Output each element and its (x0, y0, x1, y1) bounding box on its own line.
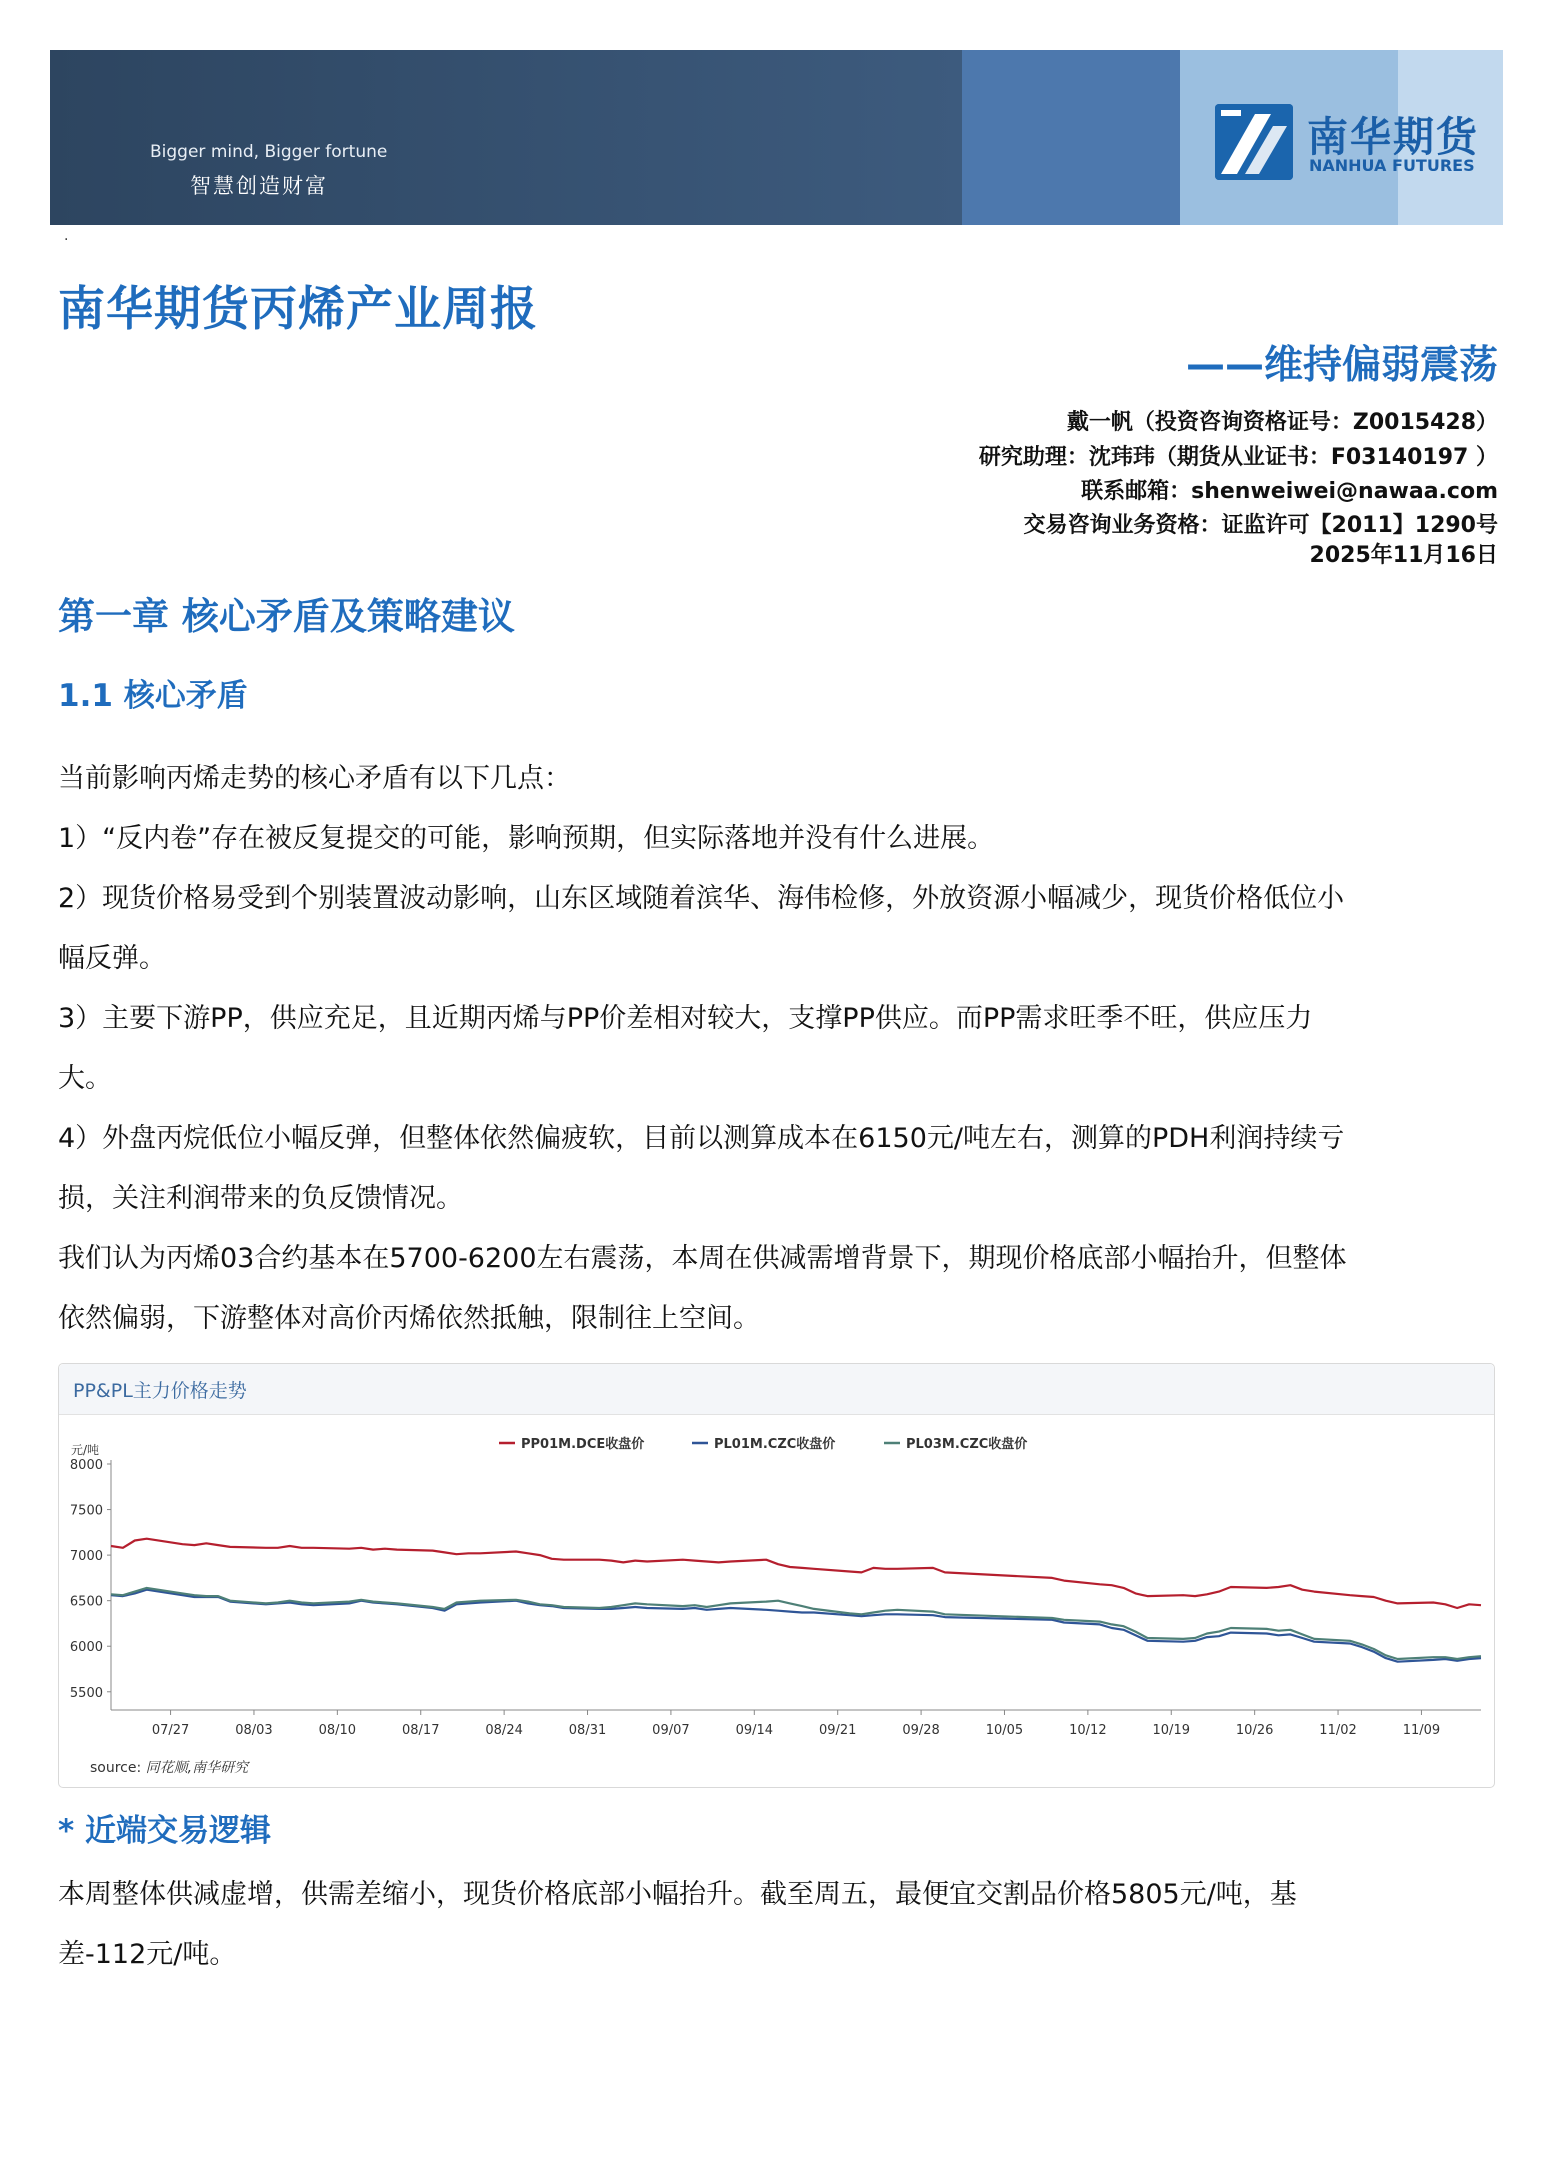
paragraph-line: 依然偏弱，下游整体对高价丙烯依然抵触，限制往上空间。 (58, 1303, 760, 1334)
logo-text-chinese: 南华期货 (1307, 113, 1479, 161)
chart-panel-title: PP&PL主力价格走势 (73, 1380, 247, 1402)
x-tick-label: 09/14 (735, 1723, 774, 1738)
banner-mid-block (962, 50, 1180, 225)
paragraph-line: 大。 (58, 1063, 112, 1094)
x-tick-label: 08/03 (235, 1723, 273, 1738)
y-axis-label: 元/吨 (71, 1443, 100, 1457)
paragraph-line: 幅反弹。 (58, 943, 166, 974)
company-logo (1215, 100, 1485, 190)
x-tick-label: 11/02 (1319, 1723, 1357, 1738)
x-tick-label: 09/07 (652, 1723, 690, 1738)
report-date: 2025年11月16日 (1309, 543, 1498, 568)
chart-panel (58, 1363, 1495, 1788)
price-chart (59, 1364, 1494, 1787)
x-tick-label: 11/09 (1402, 1723, 1441, 1738)
slogan-english: Bigger mind, Bigger fortune (150, 142, 388, 162)
paragraph-line: 我们认为丙烯03合约基本在5700-6200左右震荡，本周在供减需增背景下，期现价格底部小幅抬升，但整体 (58, 1243, 1347, 1274)
y-tick-label: 8000 (69, 1458, 103, 1473)
x-tick-label: 10/05 (985, 1723, 1024, 1738)
y-tick-label: 6500 (69, 1594, 103, 1610)
slogan-chinese: 智慧创造财富 (190, 174, 328, 198)
logo-mark-icon (1215, 104, 1293, 180)
report-title: 南华期货丙烯产业周报 (58, 282, 538, 337)
y-tick-label: 7000 (69, 1549, 103, 1565)
legend-label: PL01M.CZC收盘价 (714, 1437, 836, 1452)
y-tick-label: 6000 (69, 1640, 103, 1656)
subsection-heading: * 近端交易逻辑 (58, 1813, 272, 1849)
chapter-heading: 第一章 核心矛盾及策略建议 (58, 595, 515, 638)
x-tick-label: 08/10 (318, 1723, 357, 1738)
paragraph-line: 损，关注利润带来的负反馈情况。 (58, 1183, 463, 1214)
paragraph-line: 2）现货价格易受到个别装置波动影响，山东区域随着滨华、海伟检修，外放资源小幅减少，现货价格低位小 (58, 883, 1345, 914)
legend-label: PP01M.DCE收盘价 (521, 1437, 645, 1452)
series-line-3 (111, 1588, 1481, 1659)
report-subtitle: ——维持偏弱震荡 (1185, 343, 1498, 388)
paragraph-line: 当前影响丙烯走势的核心矛盾有以下几点： (58, 763, 571, 794)
series-line-1 (111, 1539, 1481, 1608)
license-line: 交易咨询业务资格：证监许可【2011】1290号 (1023, 513, 1498, 538)
paragraph-line: 本周整体供减虚增，供需差缩小，现货价格底部小幅抬升。截至周五，最便宜交割品价格5805元/吨，基 (58, 1879, 1297, 1910)
x-tick-label: 08/31 (568, 1723, 607, 1738)
paragraph-line: 4）外盘丙烷低位小幅反弹，但整体依然偏疲软，目前以测算成本在6150元/吨左右，测算的PDH利润持续亏 (58, 1123, 1345, 1154)
x-tick-label: 10/26 (1235, 1723, 1274, 1738)
chart-source (90, 1757, 248, 1777)
dot-mark: . (64, 228, 69, 244)
email-line: 联系邮箱：shenweiwei@nawaa.com (1081, 479, 1498, 504)
paragraph-line: 差-112元/吨。 (58, 1939, 237, 1970)
x-tick-label: 08/17 (402, 1723, 440, 1738)
x-tick-label: 09/21 (818, 1723, 857, 1738)
banner-dark-block (50, 50, 962, 225)
x-tick-label: 08/24 (485, 1723, 523, 1738)
paragraph-line: 3）主要下游PP，供应充足，且近期丙烯与PP价差相对较大，支撑PP供应。而PP需求旺季不旺，供应压力 (58, 1003, 1313, 1034)
y-tick-label: 5500 (69, 1685, 103, 1701)
paragraph-line: 1）“反内卷”存在被反复提交的可能，影响预期，但实际落地并没有什么进展。 (58, 823, 995, 854)
y-tick-label: 7500 (69, 1503, 103, 1519)
source-label: source: (90, 1760, 142, 1776)
series-line-2 (111, 1590, 1481, 1662)
x-tick-label: 10/12 (1069, 1723, 1107, 1738)
legend-label: PL03M.CZC收盘价 (906, 1437, 1028, 1452)
assistant-line: 研究助理：沈玮玮（期货从业证书：F03140197 ） (978, 445, 1498, 470)
author-line: 戴一帆（投资咨询资格证号：Z0015428） (1066, 410, 1498, 435)
x-tick-label: 10/19 (1152, 1723, 1190, 1738)
section-heading: 1.1 核心矛盾 (58, 678, 248, 714)
source-value: 同花顺,南华研究 (145, 1760, 249, 1776)
x-tick-label: 07/27 (151, 1723, 190, 1738)
logo-text-english: NANHUA FUTURES (1309, 156, 1475, 175)
x-tick-label: 09/28 (902, 1723, 940, 1738)
